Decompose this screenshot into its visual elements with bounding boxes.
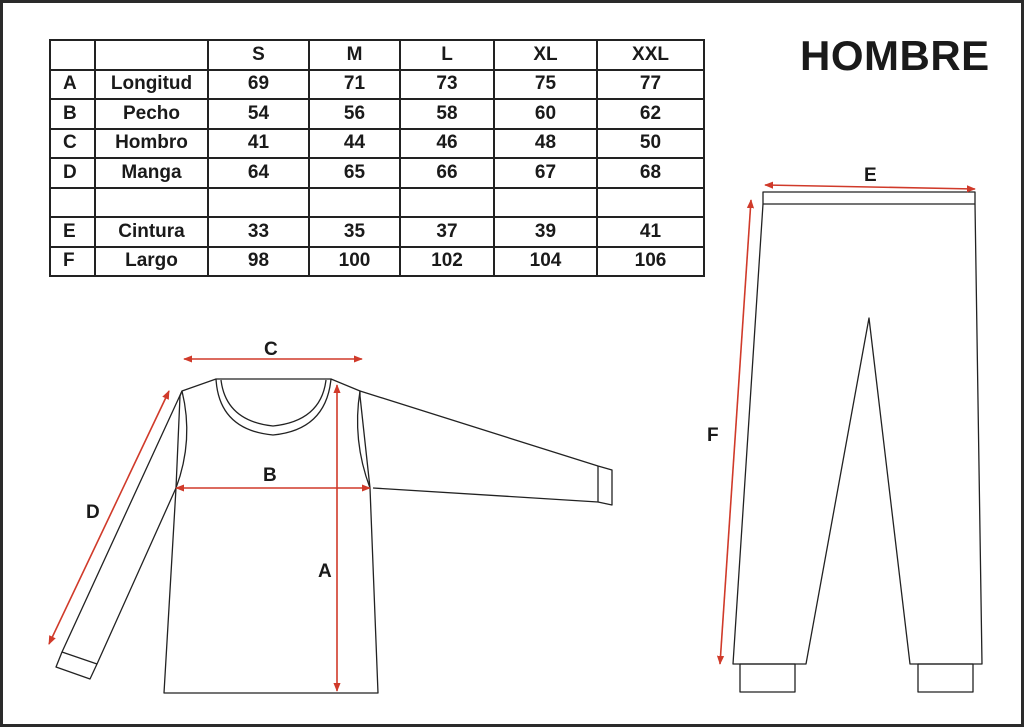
table-header-cell: S <box>208 40 309 70</box>
table-cell: 33 <box>208 217 309 247</box>
shirt-outline <box>56 379 612 693</box>
measurement-arrows <box>49 185 975 691</box>
pants-outline <box>733 192 982 692</box>
table-cell: Hombro <box>95 129 208 159</box>
table-cell: C <box>50 129 95 159</box>
table-cell: 46 <box>400 129 494 159</box>
table-cell: Manga <box>95 158 208 188</box>
table-header-cell: M <box>309 40 400 70</box>
table-cell: 35 <box>309 217 400 247</box>
table-cell: 44 <box>309 129 400 159</box>
table-cell: 60 <box>494 99 597 129</box>
label-f: F <box>707 425 719 446</box>
table-cell: 65 <box>309 158 400 188</box>
label-e: E <box>864 165 877 186</box>
table-header-cell: XL <box>494 40 597 70</box>
table-cell: Cintura <box>95 217 208 247</box>
table-cell: A <box>50 70 95 100</box>
table-cell: 39 <box>494 217 597 247</box>
table-cell: 69 <box>208 70 309 100</box>
table-cell: 104 <box>494 247 597 277</box>
label-b: B <box>263 465 277 486</box>
table-cell: 68 <box>597 158 704 188</box>
table-cell: 100 <box>309 247 400 277</box>
table-cell: 66 <box>400 158 494 188</box>
arrow-f <box>720 200 751 664</box>
label-d: D <box>86 502 100 523</box>
table-cell: 50 <box>597 129 704 159</box>
table-cell: 75 <box>494 70 597 100</box>
table-cell: 41 <box>208 129 309 159</box>
table-cell: Pecho <box>95 99 208 129</box>
table-cell: 54 <box>208 99 309 129</box>
table-cell: 73 <box>400 70 494 100</box>
table-cell: 56 <box>309 99 400 129</box>
table-cell: D <box>50 158 95 188</box>
arrow-d <box>49 391 169 644</box>
table-cell: B <box>50 99 95 129</box>
label-c: C <box>264 339 278 360</box>
table-cell: 77 <box>597 70 704 100</box>
table-cell: Largo <box>95 247 208 277</box>
table-header-cell: XXL <box>597 40 704 70</box>
table-cell: 62 <box>597 99 704 129</box>
page-title: HOMBRE <box>800 32 990 79</box>
table-cell: 41 <box>597 217 704 247</box>
table-cell: F <box>50 247 95 277</box>
table-cell: 71 <box>309 70 400 100</box>
table-cell: 48 <box>494 129 597 159</box>
table-cell: 106 <box>597 247 704 277</box>
table-cell: 98 <box>208 247 309 277</box>
label-a: A <box>318 561 332 582</box>
table-cell: Longitud <box>95 70 208 100</box>
table-cell: 58 <box>400 99 494 129</box>
table-header-cell: L <box>400 40 494 70</box>
table-cell: 64 <box>208 158 309 188</box>
table-cell: E <box>50 217 95 247</box>
table-cell: 67 <box>494 158 597 188</box>
table-cell: 37 <box>400 217 494 247</box>
table-cell: 102 <box>400 247 494 277</box>
